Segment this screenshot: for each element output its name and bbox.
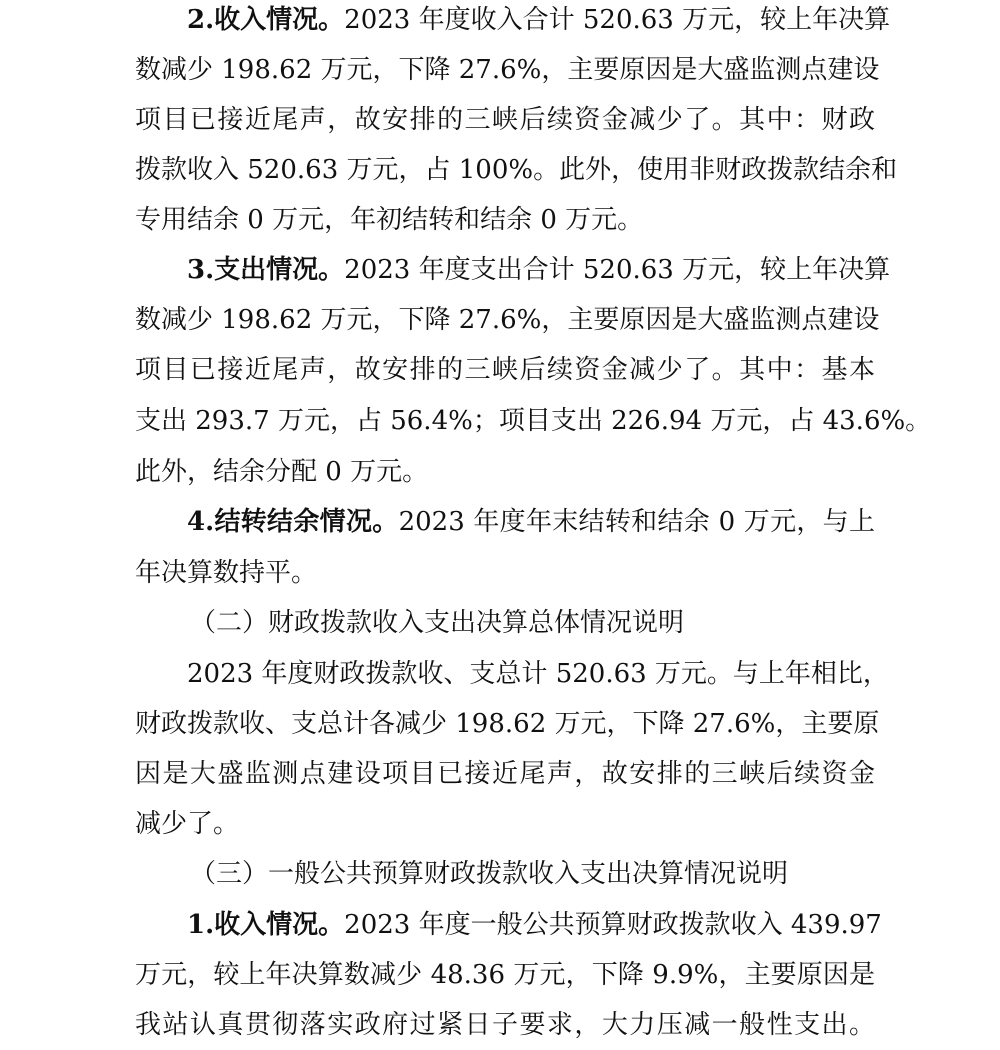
paragraph-fiscal-line-2: 财政拨款收、支总计各减少 198.62 万元，下降 27.6%，主要原 (135, 709, 880, 739)
paragraph-expense-line-5: 此外，结余分配 0 万元。 (135, 457, 429, 487)
paragraph-carryover-line-1: 4.结转结余情况。2023 年度年末结转和结余 0 万元，与上 (187, 507, 875, 537)
paragraph-fiscal-line-4: 减少了。 (135, 809, 240, 839)
paragraph-income-line-3: 项目已接近尾声，故安排的三峡后续资金减少了。其中：财政 (135, 105, 875, 135)
paragraph-fiscal-line-3: 因是大盛监测点建设项目已接近尾声，故安排的三峡后续资金 (135, 759, 875, 789)
paragraph-carryover-line-2: 年决算数持平。 (135, 558, 318, 588)
paragraph-income-line-1: 2.收入情况。2023 年度收入合计 520.63 万元，较上年决算 (187, 5, 891, 35)
section-heading-2: （二）财政拨款收入支出决算总体情况说明 (190, 608, 685, 638)
paragraph-general-income-line-1: 1.收入情况。2023 年度一般公共预算财政拨款收入 439.97 (187, 910, 882, 940)
paragraph-expense-line-2: 数减少 198.62 万元，下降 27.6%，主要原因是大盛监测点建设 (135, 305, 880, 335)
paragraph-general-income-line-2: 万元，较上年决算数减少 48.36 万元，下降 9.9%，主要原因是 (135, 960, 875, 990)
paragraph-income-line-5: 专用结余 0 万元，年初结转和结余 0 万元。 (135, 205, 644, 235)
heading-income: 2.收入情况。 (187, 5, 345, 35)
heading-general-income: 1.收入情况。 (187, 910, 345, 940)
paragraph-fiscal-line-1: 2023 年度财政拨款收、支总计 520.63 万元。与上年相比， (187, 659, 889, 689)
heading-carryover: 4.结转结余情况。 (187, 507, 399, 537)
paragraph-general-income-line-3: 我站认真贯彻落实政府过紧日子要求，大力压减一般性支出。 (135, 1010, 875, 1040)
paragraph-expense-line-1: 3.支出情况。2023 年度支出合计 520.63 万元，较上年决算 (187, 255, 891, 285)
section-heading-3: （三）一般公共预算财政拨款收入支出决算情况说明 (190, 859, 789, 889)
paragraph-expense-line-3: 项目已接近尾声，故安排的三峡后续资金减少了。其中：基本 (135, 355, 875, 385)
paragraph-income-line-2: 数减少 198.62 万元，下降 27.6%，主要原因是大盛监测点建设 (135, 55, 880, 85)
paragraph-expense-line-4: 支出 293.7 万元，占 56.4%；项目支出 226.94 万元，占 43.6%。 (135, 406, 932, 436)
heading-expense: 3.支出情况。 (187, 255, 345, 285)
paragraph-income-line-4: 拨款收入 520.63 万元，占 100%。此外，使用非财政拨款结余和 (135, 155, 898, 185)
